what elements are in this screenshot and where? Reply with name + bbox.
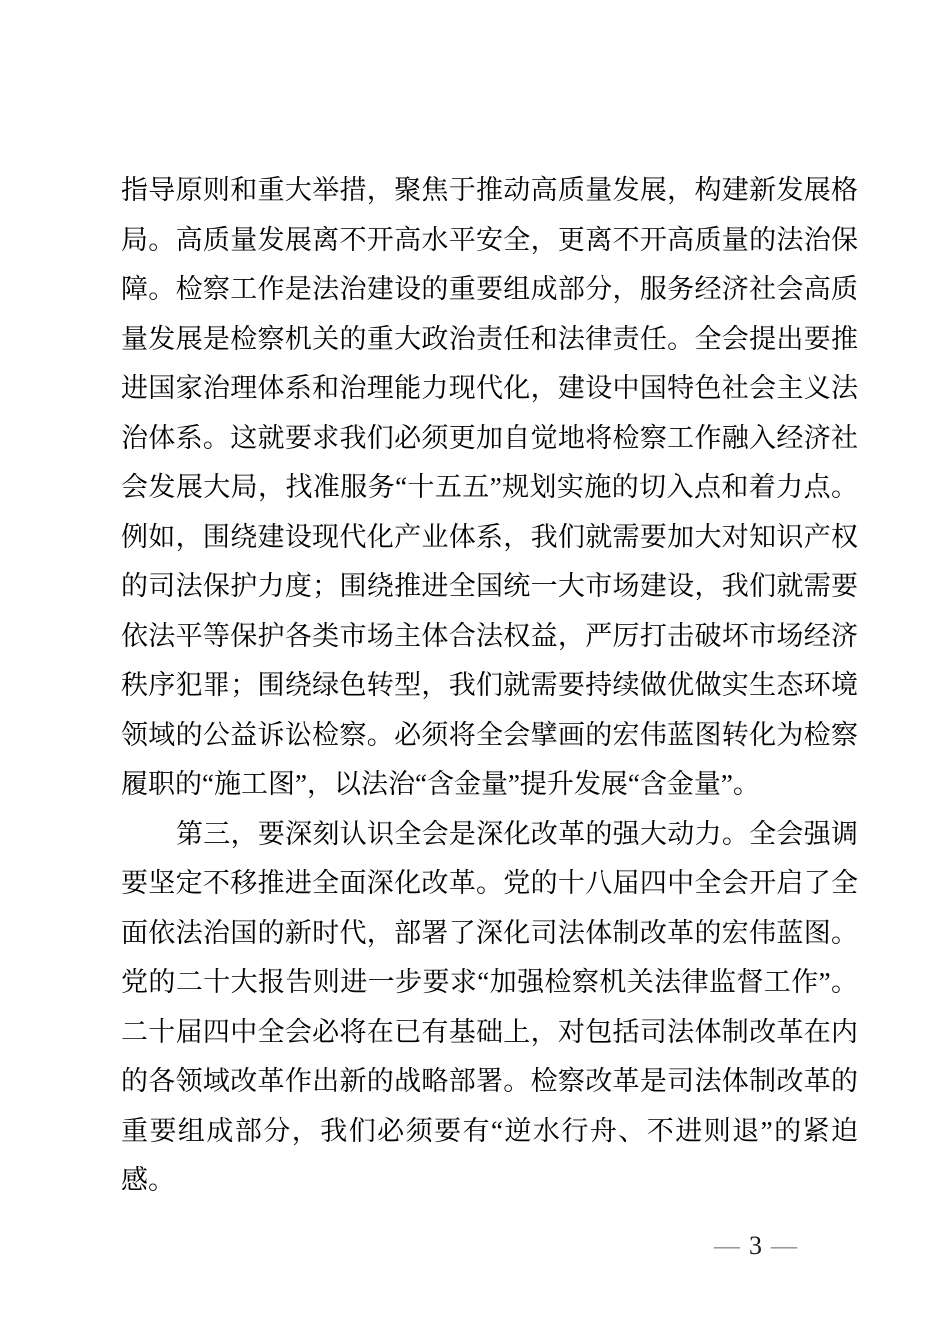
paragraph-point-three: 第三，要深刻认识全会是深化改革的强大动力。全会强调要坚定不移推进全面深化改革。党的十八届四中全会开启了全面依法治国的新时代，部署了深化司法体制改革的宏伟蓝图。党的二十大报告则进一步要求“加强检察机关法律监督工作”。二十届四中全会必将在已有基础上，对包括司法体制改革在内的各领域改革作出新的战略部署。检察改革是司法体制改革的重要组成部分，我们必须要有“逆水行舟、不进则退”的紧迫感。 (121, 818, 858, 1195)
page-number-dash-left: — (714, 1231, 740, 1260)
page-number (714, 1233, 797, 1259)
paragraph-continuation: 指导原则和重大举措，聚焦于推动高质量发展，构建新发展格局。高质量发展离不开高水平安全，更离不开高质量的法治保障。检察工作是法治建设的重要组成部分，服务经济社会高质量发展是检察机关的重大政治责任和法律责任。全会提出要推进国家治理体系和治理能力现代化，建设中国特色社会主义法治体系。这就要求我们必须更加自觉地将检察工作融入经济社会发展大局，找准服务“十五五”规划实施的切入点和着力点。例如，围绕建设现代化产业体系，我们就需要加大对知识产权的司法保护力度；围绕推进全国统一大市场建设，我们就需要依法平等保护各类市场主体合法权益，严厉打击破坏市场经济秩序犯罪；围绕绿色转型，我们就需要持续做优做实生态环境领域的公益诉讼检察。必须将全会擘画的宏伟蓝图转化为检察履职的“施工图”，以法治“含金量”提升发展“含金量”。 (121, 175, 858, 799)
page-number-value: 3 (749, 1231, 762, 1260)
page-number-dash-right: — (771, 1231, 797, 1260)
document-body (121, 166, 858, 1206)
